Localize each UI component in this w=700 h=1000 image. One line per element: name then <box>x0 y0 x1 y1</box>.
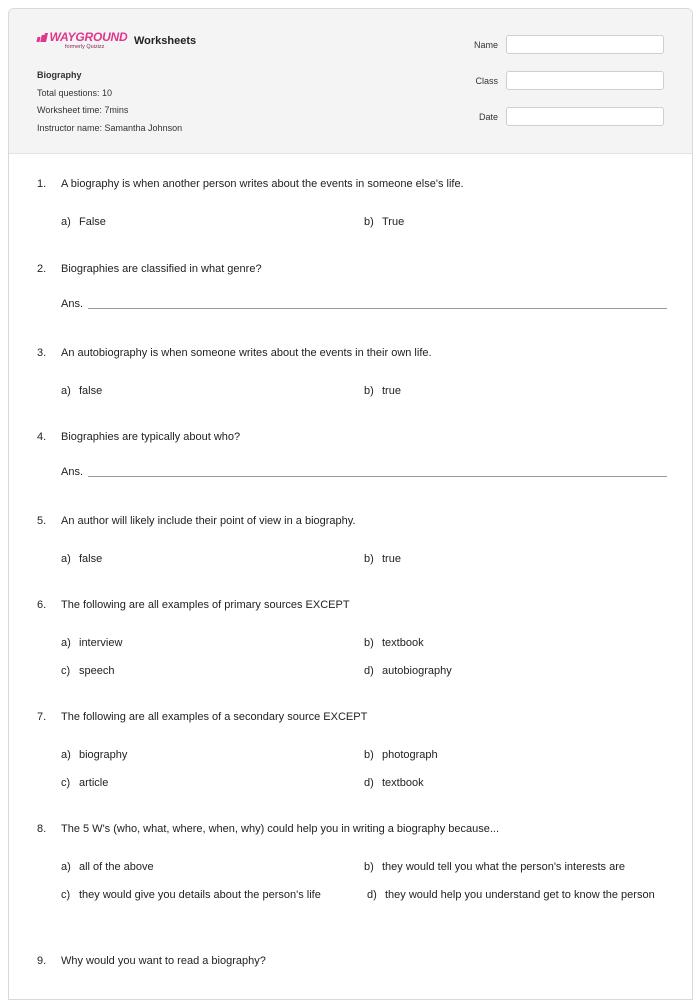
option-d[interactable] <box>364 660 667 688</box>
option-text: False <box>79 216 106 228</box>
question-number: 1. <box>37 178 47 190</box>
name-field[interactable] <box>506 35 664 54</box>
option-c[interactable] <box>61 660 364 688</box>
total-questions: Total questions: 10 <box>37 87 113 98</box>
option-text: all of the above <box>79 861 154 873</box>
instructor-name: Instructor name: Samantha Johnson <box>37 122 183 133</box>
question-text: The following are all examples of primary sources EXCEPT <box>61 599 350 611</box>
date-field[interactable] <box>506 107 664 126</box>
option-b[interactable] <box>364 744 667 772</box>
question-6 <box>37 598 667 688</box>
option-a[interactable] <box>61 380 364 408</box>
option-b[interactable] <box>364 856 667 884</box>
worksheet-meta <box>37 67 182 137</box>
answer-row <box>61 466 667 478</box>
name-row <box>474 34 664 55</box>
question-text: Biographies are typically about who? <box>61 431 241 443</box>
option-letter: a) <box>61 385 71 397</box>
question-number: 7. <box>37 711 47 723</box>
option-letter: b) <box>364 216 374 228</box>
option-a[interactable] <box>61 548 364 576</box>
question-9 <box>37 954 667 968</box>
option-text: true <box>382 553 401 565</box>
wayground-logo <box>37 31 127 43</box>
option-text: they would help you understand get to know the person <box>385 889 655 901</box>
option-text: photograph <box>382 749 438 761</box>
option-a[interactable] <box>61 211 364 239</box>
option-text: biography <box>79 749 128 761</box>
option-text: they would give you details about the person's life <box>79 889 321 901</box>
question-1 <box>37 177 667 239</box>
option-text: interview <box>79 637 123 649</box>
option-d[interactable] <box>364 772 667 800</box>
option-letter: d) <box>364 777 374 789</box>
question-number: 4. <box>37 431 47 443</box>
option-letter: a) <box>61 216 71 228</box>
option-text: speech <box>79 665 115 677</box>
option-letter: d) <box>364 665 374 677</box>
question-8 <box>37 822 667 912</box>
option-text: true <box>382 385 401 397</box>
option-letter: b) <box>364 385 374 397</box>
option-letter: a) <box>61 861 71 873</box>
question-number: 8. <box>37 823 47 835</box>
question-5 <box>37 514 667 576</box>
question-number: 9. <box>37 955 47 967</box>
question-2 <box>37 262 667 310</box>
option-b[interactable] <box>364 211 667 239</box>
option-letter: b) <box>364 637 374 649</box>
option-letter: a) <box>61 749 71 761</box>
question-text: Why would you want to read a biography? <box>61 955 266 967</box>
class-field[interactable] <box>506 71 664 90</box>
question-text: The 5 W's (who, what, where, when, why) could help you in writing a biography because... <box>61 823 500 835</box>
option-c[interactable] <box>61 884 367 912</box>
question-number: 5. <box>37 515 47 527</box>
class-label: Class <box>475 75 498 86</box>
option-text: article <box>79 777 109 789</box>
option-letter: c) <box>61 889 71 901</box>
option-text: false <box>79 553 103 565</box>
option-letter: b) <box>364 553 374 565</box>
brand <box>37 30 128 50</box>
option-letter: b) <box>364 861 374 873</box>
worksheet-time: Worksheet time: 7mins <box>37 105 129 115</box>
question-text: An autobiography is when someone writes about the events in their own life. <box>61 347 432 359</box>
option-text: false <box>79 385 103 397</box>
option-letter: c) <box>61 777 71 789</box>
answer-label: Ans. <box>61 298 84 310</box>
answer-line[interactable] <box>88 308 667 309</box>
question-number: 6. <box>37 599 47 611</box>
name-label: Name <box>473 39 498 50</box>
question-text: An author will likely include their point of view in a biography. <box>61 515 356 527</box>
option-b[interactable] <box>364 548 667 576</box>
option-a[interactable] <box>61 744 364 772</box>
option-letter: d) <box>367 889 377 901</box>
worksheet-page <box>8 8 693 1000</box>
question-3 <box>37 346 667 408</box>
option-d[interactable] <box>367 884 657 912</box>
question-number: 2. <box>37 263 47 275</box>
option-text: textbook <box>382 637 424 649</box>
option-text: autobiography <box>382 665 452 677</box>
option-letter: c) <box>61 665 71 677</box>
option-letter: a) <box>61 553 71 565</box>
logo-subtitle: formerly Quizizz <box>65 44 105 50</box>
question-text: Biographies are classified in what genre? <box>61 263 262 275</box>
question-text: The following are all examples of a secondary source EXCEPT <box>61 711 368 723</box>
product-title: Worksheets <box>134 35 197 47</box>
answer-label: Ans. <box>61 466 84 478</box>
worksheet-title: Biography <box>37 70 82 80</box>
option-a[interactable] <box>61 856 364 884</box>
answer-line[interactable] <box>88 476 667 477</box>
option-a[interactable] <box>61 632 364 660</box>
question-7 <box>37 710 667 800</box>
student-fields <box>474 34 664 142</box>
answer-row <box>61 298 667 310</box>
option-b[interactable] <box>364 632 667 660</box>
question-number: 3. <box>37 347 47 359</box>
question-4 <box>37 430 667 478</box>
logo-mark-icon <box>37 33 47 42</box>
worksheet-header <box>9 9 692 154</box>
class-row <box>474 70 664 91</box>
option-text: True <box>382 216 405 228</box>
logo-wordmark: WAYGROUND <box>49 30 128 44</box>
date-row <box>474 106 664 127</box>
date-label: Date <box>478 111 498 122</box>
option-letter: b) <box>364 749 374 761</box>
question-text: A biography is when another person writes about the events in someone else's life. <box>61 178 464 190</box>
option-b[interactable] <box>364 380 667 408</box>
option-c[interactable] <box>61 772 364 800</box>
option-letter: a) <box>61 637 71 649</box>
option-text: textbook <box>382 777 424 789</box>
option-text: they would tell you what the person's interests are <box>382 861 626 873</box>
